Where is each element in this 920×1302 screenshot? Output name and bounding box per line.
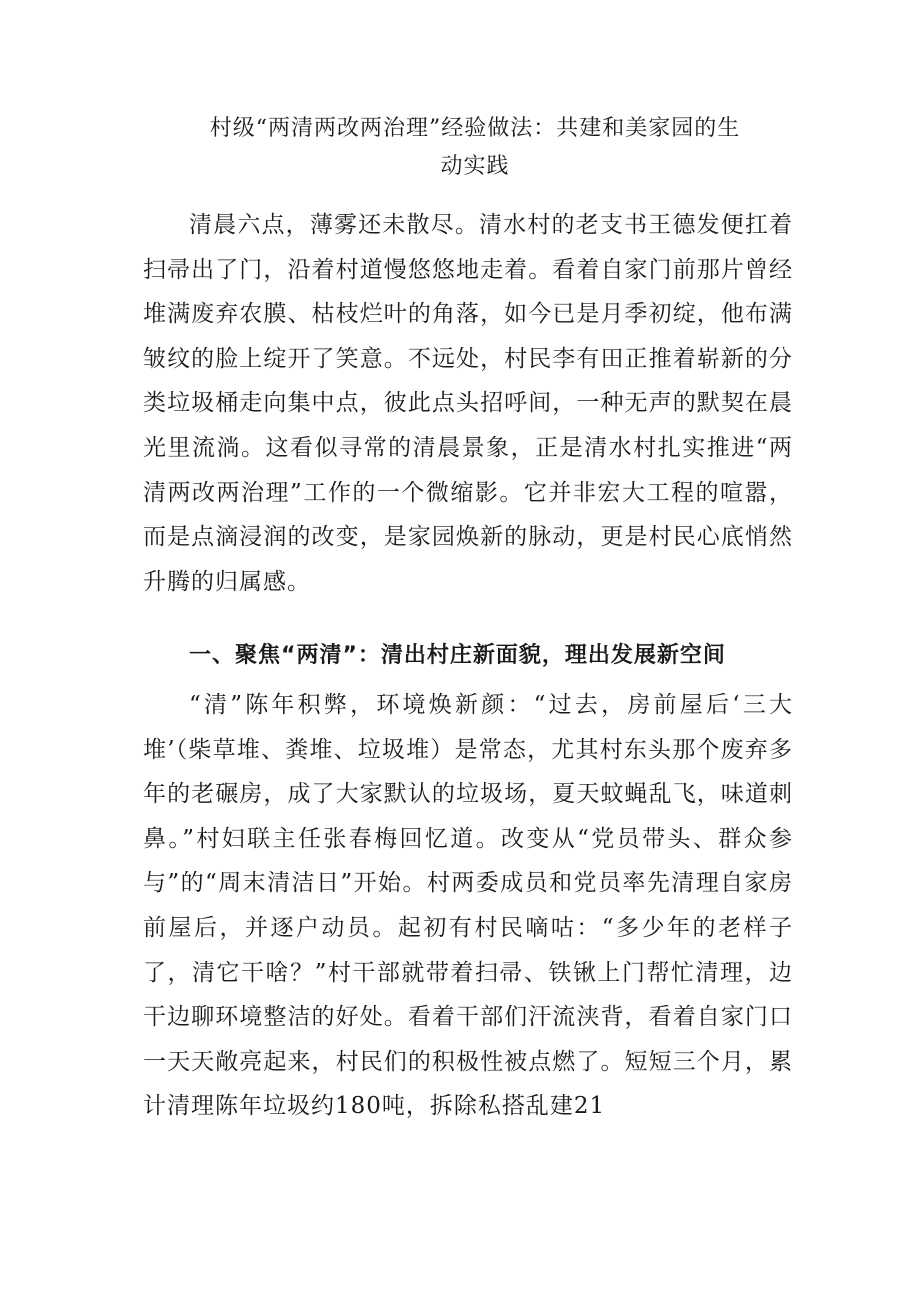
title-line-2: 动实践 xyxy=(440,154,510,179)
document-title xyxy=(150,110,800,186)
section-heading-1: 一、聚焦“两清”：清出村庄新面貌，理出发展新空间 xyxy=(189,643,726,668)
paragraph-section-1: “清”陈年积弊，环境焕新颜：“过去，房前屋后‘三大堆’（柴草堆、粪堆、垃圾堆）是常态，尤其村东头那个废弃多年的老碾房，成了大家默认的垃圾场，夏天蚊蝇乱飞，味道刺鼻。”村妇联主任张春梅回忆道。改变从“党员带头、群众参与”的“周末清洁日”开始。村两委成员和党员率先清理自家房前屋后，并逐户动员。起初有村民嘀咕：“多少年的老样子了，清它干啥？”村干部就带着扫帚、铁锹上门帮忙清理，边干边聊环境整洁的好处。看着干部们汗流浃背，看着自家门口一天天敞亮起来，村民们的积极性被点燃了。短短三个月，累计清理陈年垃圾约180吨，拆除私搭乱建21 xyxy=(143,692,793,1120)
paragraph-intro: 清晨六点，薄雾还未散尽。清水村的老支书王德发便扛着扫帚出了门，沿着村道慢悠悠地走着。看着自家门前那片曾经堆满废弃农膜、枯枝烂叶的角落，如今已是月季初绽，他布满皱纹的脸上绽开了笑意。不远处，村民李有田正推着崭新的分类垃圾桶走向集中点，彼此点头招呼间，一种无声的默契在晨光里流淌。这看似寻常的清晨景象，正是清水村扎实推进“两清两改两治理”工作的一个微缩影。它并非宏大工程的喧嚣，而是点滴浸润的改变，是家园焕新的脉动，更是村民心底悄然升腾的归属感。 xyxy=(143,212,793,595)
title-line-1: 村级“两清两改两治理”经验做法：共建和美家园的生 xyxy=(209,116,741,141)
